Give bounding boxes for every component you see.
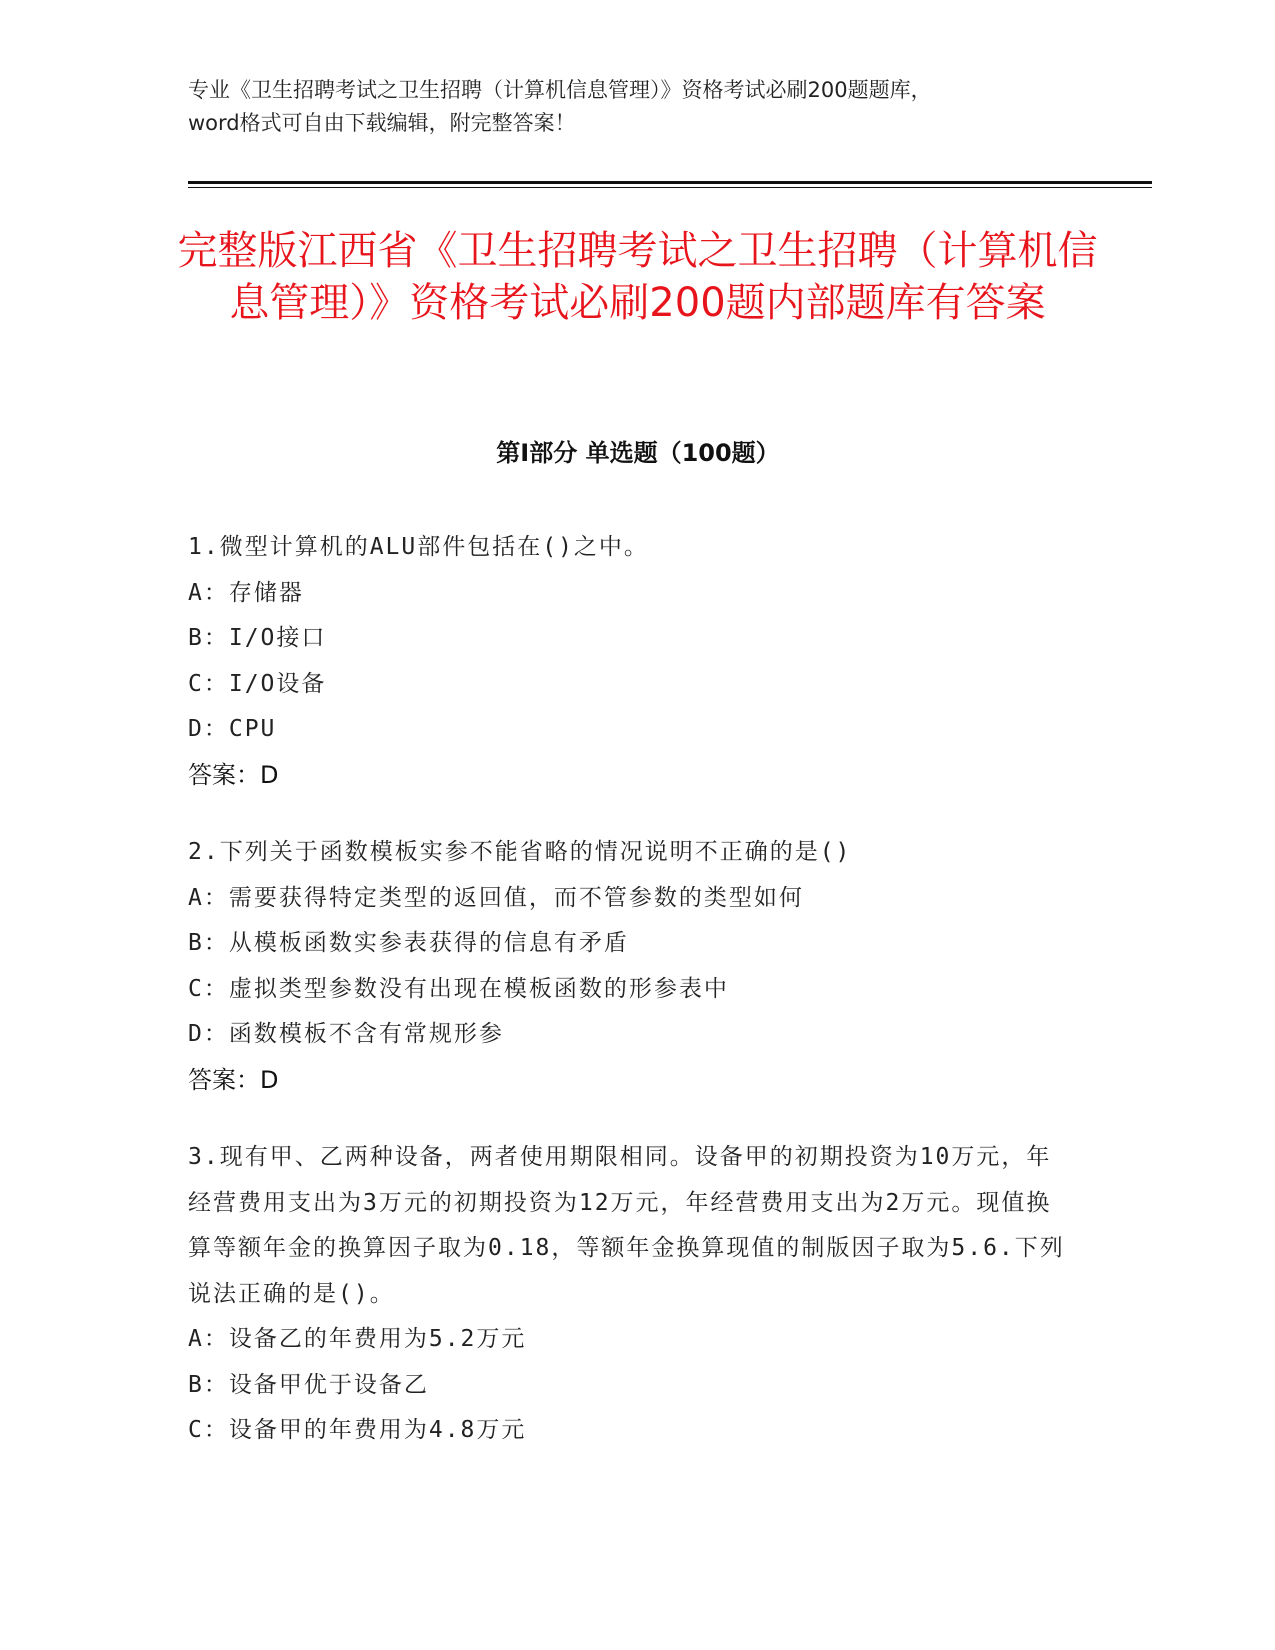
option-b: B：从模板函数实参表获得的信息有矛盾 (188, 930, 629, 956)
header-note (188, 74, 1088, 140)
question-text: 3.现有甲、乙两种设备，两者使用期限相同。设备甲的初期投资为10万元，年经营费用支出为3万元的初期投资为12万元，年经营费用支出为2万元。现值换算等额年金的换算因子取为0.18，等额年金换算现值的制版因子取为5.6.下列说法正确的是()。 (188, 1144, 1065, 1307)
option-c: C：设备甲的年费用为4.8万元 (188, 1417, 527, 1443)
option-c: C：I/O设备 (188, 670, 327, 697)
header-divider-thin (188, 187, 1152, 188)
option-b: B：设备甲优于设备乙 (188, 1371, 429, 1398)
document-title: 完整版江西省《卫生招聘考试之卫生招聘（计算机信息管理）》资格考试必刷200题内部题库有答案 (177, 228, 1098, 326)
header-note-line-1: 专业《卫生招聘考试之卫生招聘（计算机信息管理）》资格考试必刷200题题库， (188, 78, 932, 102)
option-c: C：虚拟类型参数没有出现在模板函数的形参表中 (188, 975, 729, 1002)
option-a: A：存储器 (188, 579, 304, 606)
option-b: B：I/O接口 (188, 625, 327, 651)
question-1 (188, 525, 1068, 798)
section-title: 第Ⅰ部分 单选题（100题） (496, 439, 780, 467)
header-note-line-2: word格式可自由下载编辑，附完整答案！ (188, 111, 576, 135)
question-2 (188, 830, 1068, 1103)
question-text: 2.下列关于函数模板实参不能省略的情况说明不正确的是() (188, 839, 852, 865)
answer: 答案：D (188, 1065, 279, 1094)
question-3 (188, 1135, 1068, 1454)
option-d: D：CPU (188, 716, 277, 742)
option-a: A：设备乙的年费用为5.2万元 (188, 1326, 527, 1352)
option-a: A：需要获得特定类型的返回值，而不管参数的类型如何 (188, 884, 804, 911)
option-d: D：函数模板不含有常规形参 (188, 1021, 504, 1047)
question-text: 1.微型计算机的ALU部件包括在()之中。 (188, 534, 649, 560)
header-divider-thick (188, 181, 1152, 184)
answer: 答案：D (188, 760, 279, 789)
question-list (188, 525, 1068, 1486)
